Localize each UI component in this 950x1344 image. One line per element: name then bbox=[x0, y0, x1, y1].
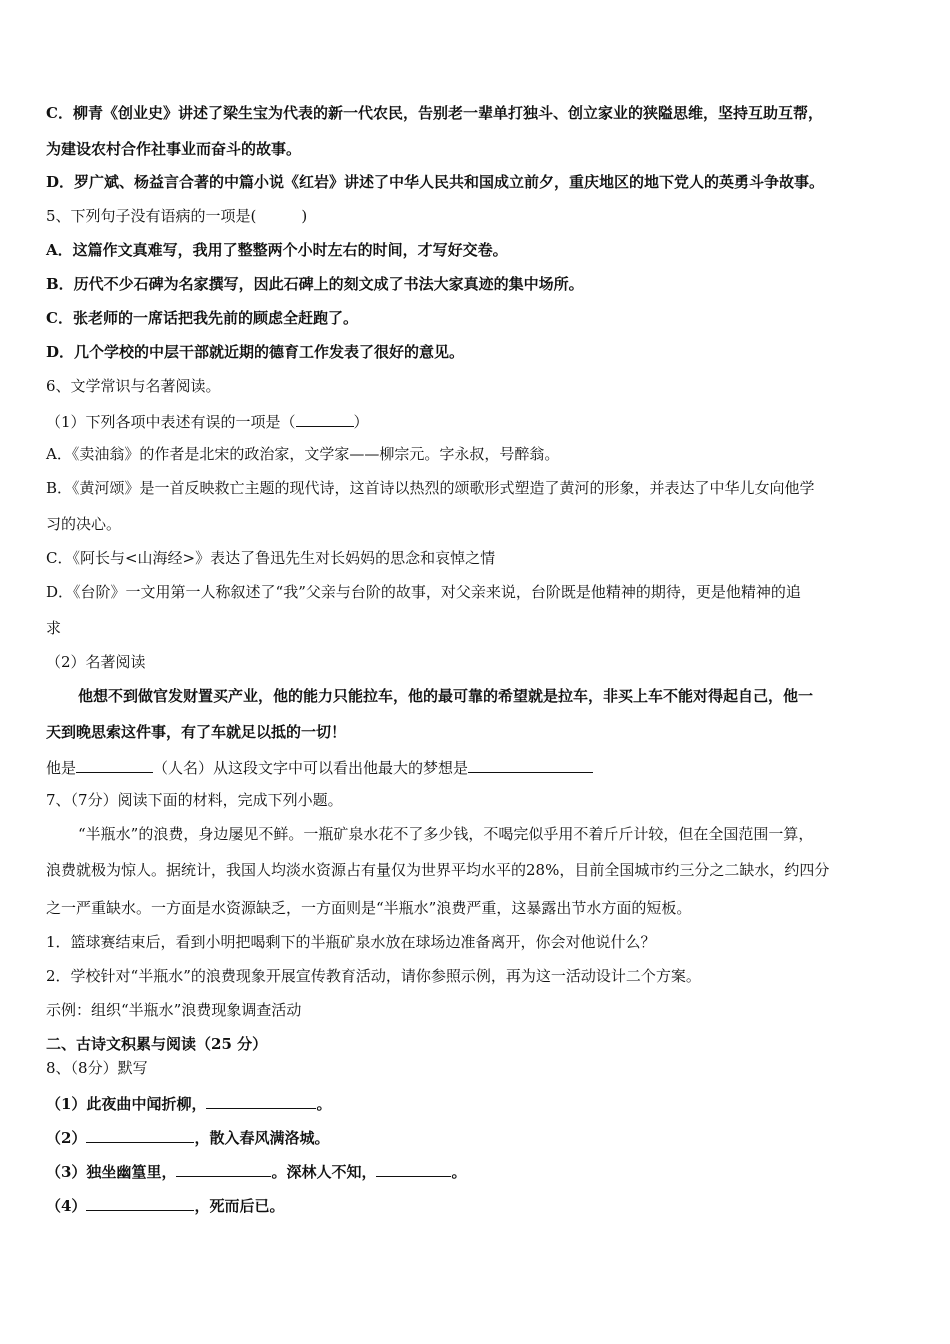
q5-option-d: D．几个学校的中层干部就近期的德育工作发表了很好的意见。 bbox=[46, 343, 465, 361]
q7-stem: 7、（7分）阅读下面的材料，完成下列小题。 bbox=[46, 791, 343, 809]
q8-blank-1[interactable] bbox=[206, 1092, 316, 1109]
q6-passage-line1: 他想不到做官发财置买产业，他的能力只能拉车，他的最可靠的希望就是拉车，非买上车不能对得起自己，他一 bbox=[78, 687, 814, 705]
q6-dream-blank[interactable] bbox=[468, 756, 593, 773]
q8-line4 bbox=[46, 1194, 284, 1216]
q8-line1 bbox=[46, 1092, 331, 1114]
q7-question-1: 1．篮球赛结束后，看到小明把喝剩下的半瓶矿泉水放在球场边准备离开，你会对他说什么？ bbox=[46, 933, 656, 951]
q7-para-line1: “半瓶水”的浪费，身边屡见不鲜。一瓶矿泉水花不了多少钱，不喝完似乎用不着斤斤计较，但在全国范围一算， bbox=[78, 825, 814, 843]
q6-fill-line bbox=[46, 756, 593, 778]
q6-passage-line2: 天到晚思索这件事，有了车就足以抵的一切！ bbox=[46, 723, 347, 741]
q5-option-c: C．张老师的一席话把我先前的顾虑全赶跑了。 bbox=[46, 309, 358, 327]
q6-sub1-blank[interactable] bbox=[296, 410, 354, 427]
q6-fill-part2: （人名）从这段文字中可以看出他最大的梦想是 bbox=[153, 759, 469, 777]
q6-option-c: C．《阿长与<山海经>》表达了鲁迅先生对长妈妈的思念和哀悼之情 bbox=[46, 549, 496, 567]
q6-option-d-line2: 求 bbox=[46, 619, 62, 637]
q8-line2-post: ，散入春风满洛城。 bbox=[194, 1129, 330, 1147]
q5-option-a: A．这篇作文真难写，我用了整整两个小时左右的时间，才写好交卷。 bbox=[46, 241, 508, 259]
q8-line2-pre: （2） bbox=[46, 1129, 87, 1147]
q7-para-line2: 浪费就极为惊人。据统计，我国人均淡水资源占有量仅为世界平均水平的28%，目前全国城市约三分之二缺水，约四分 bbox=[46, 861, 830, 879]
q4-option-c-line2: 为建设农村合作社事业而奋斗的故事。 bbox=[46, 140, 302, 158]
q6-name-blank[interactable] bbox=[76, 756, 153, 773]
q7-question-2: 2．学校针对“半瓶水”的浪费现象开展宣传教育活动，请你参照示例，再为这一活动设计二个方案。 bbox=[46, 967, 701, 985]
q4-option-c-line1: C．柳青《创业史》讲述了梁生宝为代表的新一代农民，告别老一辈单打独斗、创立家业的狭隘思维，坚持互助互帮， bbox=[46, 104, 823, 122]
q8-line1-post: 。 bbox=[316, 1095, 332, 1113]
q4-option-d: D．罗广斌、杨益言合著的中篇小说《红岩》讲述了中华人民共和国成立前夕，重庆地区的地下党人的英勇斗争故事。 bbox=[46, 173, 825, 191]
q5-option-b: B．历代不少石碑为名家撰写，因此石碑上的刻文成了书法大家真迹的集中场所。 bbox=[46, 275, 584, 293]
q8-line3-pre: （3）独坐幽篁里， bbox=[46, 1163, 177, 1181]
q6-option-a: A．《卖油翁》的作者是北宋的政治家，文学家——柳宗元。字永叔，号醉翁。 bbox=[46, 445, 560, 463]
q7-para-line3: 之一严重缺水。一方面是水资源缺乏，一方面则是“半瓶水”浪费严重，这暴露出节水方面的短板。 bbox=[46, 899, 692, 917]
q8-line4-pre: （4） bbox=[46, 1197, 87, 1215]
q6-sub1 bbox=[46, 410, 369, 432]
q7-example: 示例：组织“半瓶水”浪费现象调查活动 bbox=[46, 1001, 302, 1019]
q5-stem: 5、下列句子没有语病的一项是( ) bbox=[46, 207, 308, 225]
q6-sub1-suffix: ） bbox=[353, 413, 369, 431]
q8-line3 bbox=[46, 1160, 466, 1182]
q8-line2 bbox=[46, 1126, 329, 1148]
q6-fill-part1: 他是 bbox=[46, 759, 77, 777]
q8-line3-mid: 。深林人不知， bbox=[271, 1163, 377, 1181]
q8-blank-4[interactable] bbox=[376, 1160, 451, 1177]
q8-line3-post: 。 bbox=[451, 1163, 467, 1181]
q8-blank-5[interactable] bbox=[86, 1194, 194, 1211]
section2-title: 二、古诗文积累与阅读（25 分） bbox=[46, 1035, 268, 1053]
q6-option-d-line1: D．《台阶》一文用第一人称叙述了“我”父亲与台阶的故事，对父亲来说，台阶既是他精神的期待，更是他精神的追 bbox=[46, 583, 801, 601]
q6-stem: 6、文学常识与名著阅读。 bbox=[46, 377, 221, 395]
q8-blank-2[interactable] bbox=[86, 1126, 194, 1143]
q6-sub2: （2）名著阅读 bbox=[46, 653, 146, 671]
q8-stem: 8、（8分）默写 bbox=[46, 1059, 148, 1077]
q8-blank-3[interactable] bbox=[176, 1160, 271, 1177]
q6-sub1-prefix: （1）下列各项中表述有误的一项是（ bbox=[46, 413, 296, 431]
q6-option-b-line2: 习的决心。 bbox=[46, 515, 122, 533]
q8-line4-post: ，死而后已。 bbox=[194, 1197, 285, 1215]
q8-line1-pre: （1）此夜曲中闻折柳， bbox=[46, 1095, 207, 1113]
q6-option-b-line1: B．《黄河颂》是一首反映救亡主题的现代诗，这首诗以热烈的颂歌形式塑造了黄河的形象，并表达了中华儿女向他学 bbox=[46, 479, 815, 497]
